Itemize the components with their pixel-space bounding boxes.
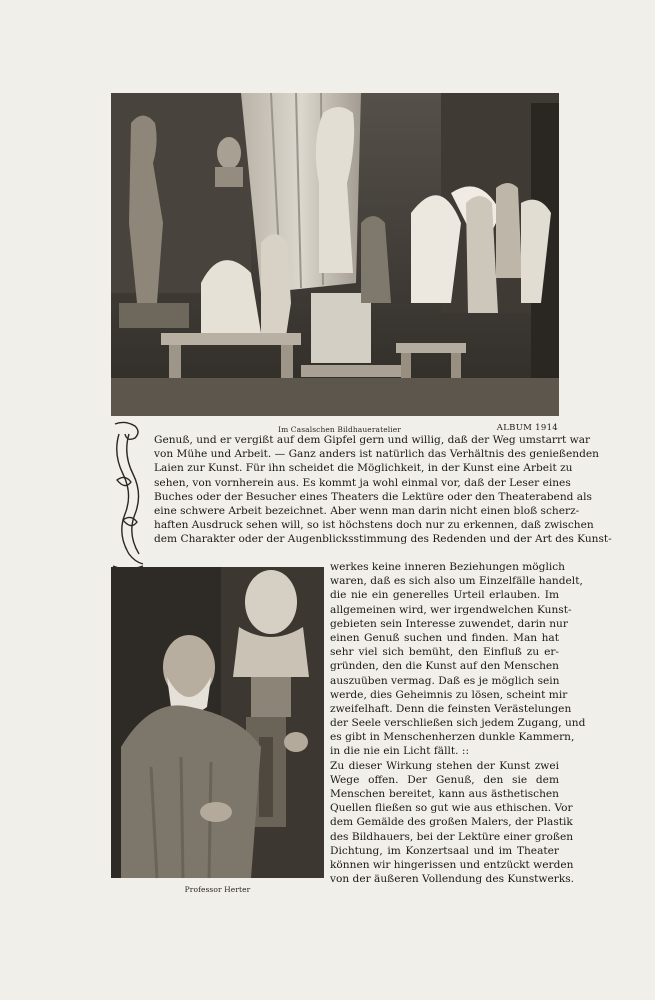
article-text-top xyxy=(154,433,612,547)
text-line: sehr viel sich bemüht, den Einfluß zu er- xyxy=(330,646,559,659)
text-line: Laien zur Kunst. Für ihn scheidet die Möglichkeit, in der Kunst eine Arbeit zu xyxy=(154,462,573,475)
text-line: gründen, den die Kunst auf den Menschen xyxy=(330,660,559,673)
decorative-ornament-icon xyxy=(109,420,145,572)
text-line: auszuüben vermag. Daß es je möglich sein xyxy=(330,674,560,687)
text-line: werde, dies Geheimnis zu lösen, scheint mir xyxy=(330,688,568,701)
text-line: einen Genuß suchen und finden. Man hat xyxy=(330,631,559,644)
text-line: Menschen bereitet, kann aus ästhetischen xyxy=(330,788,559,800)
text-line: dem Gemälde des großen Malers, der Plastik xyxy=(330,816,573,829)
text-line: allgemeinen wird, wer irgendwelchen Kunst- xyxy=(330,603,572,616)
text-line: die nie ein generelles Urteil erlauben. Im xyxy=(330,589,559,602)
text-line: Genuß, und er vergißt auf dem Gipfel gern und willig, daß der Weg umstarrt war xyxy=(154,434,591,446)
article-text-column xyxy=(330,560,586,886)
text-line: sehen, von vornherein aus. Es kommt ja wohl einmal vor, daß der Leser eines xyxy=(154,476,571,489)
bottom-photo-caption: Professor Herter xyxy=(184,885,251,894)
text-line: es gibt in Menschenherzen dunkle Kammern, xyxy=(330,731,575,744)
album-label: ALBUM 1914 xyxy=(496,423,558,433)
text-line: gebieten sein Interesse zuwendet, darin nur xyxy=(330,617,568,630)
text-line: haften Ausdruck sehen will, so ist höchstens doch nur zu erkennen, daß zwischen xyxy=(154,519,594,532)
text-line: Buches oder der Besucher eines Theaters die Lektüre oder den Theaterabend als xyxy=(154,490,592,503)
text-line: werkes keine inneren Beziehungen möglich xyxy=(330,561,565,573)
text-line: zweifelhaft. Denn die feinsten Verästelungen xyxy=(330,702,572,715)
text-line: Quellen fließen so gut wie aus ethischen. Vor xyxy=(330,802,573,815)
professor-portrait-photo xyxy=(111,567,324,878)
text-line: von Mühe und Arbeit. — Ganz anders ist natürlich das Verhältnis des genießenden xyxy=(154,448,599,461)
text-line: von der äußeren Vollendung des Kunstwerks. xyxy=(330,873,575,886)
text-line: der Seele verschließen sich jedem Zugang, und xyxy=(330,717,586,730)
text-line: in die nie ein Licht fällt. :: xyxy=(330,745,470,758)
text-line: eine schwere Arbeit bezeichnet. Aber wenn man darin nicht einen bloß scherz- xyxy=(154,504,580,517)
text-line: Wege offen. Der Genuß, den sie dem xyxy=(330,773,559,786)
text-line: Zu dieser Wirkung stehen der Kunst zwei xyxy=(330,759,559,772)
text-line: dem Charakter oder der Augenblicksstimmung des Redenden und der Art des Kunst- xyxy=(154,533,612,546)
sculpture-studio-photo xyxy=(111,93,559,416)
text-line: können wir hingerissen und entzückt werden xyxy=(330,858,574,871)
top-photo-caption: Im Casalschen Bildhaueratelier xyxy=(278,425,401,434)
text-line: Dichtung, im Konzertsaal und im Theater xyxy=(330,844,559,857)
text-line: des Bildhauers, bei der Lektüre einer großen xyxy=(330,830,574,843)
text-line: waren, daß es sich also um Einzelfälle handelt, xyxy=(330,575,583,588)
